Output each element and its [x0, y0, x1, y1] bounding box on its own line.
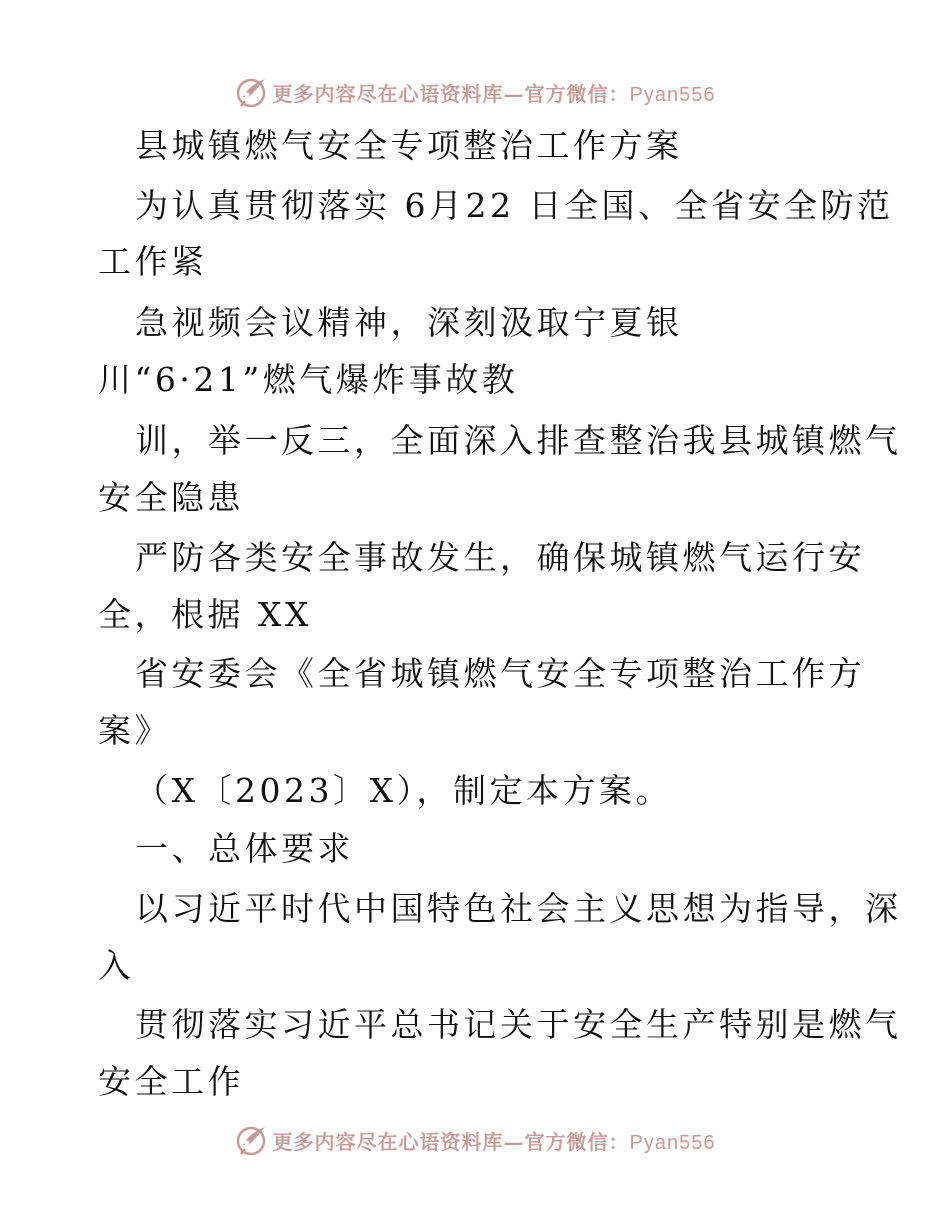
- quill-logo-icon: [235, 75, 269, 109]
- section-heading: 一、总体要求: [135, 829, 354, 868]
- paragraph-line: 训，举一反三，全面深入排查整治我县城镇燃气: [135, 421, 902, 460]
- paragraph-line: 案》: [98, 711, 171, 750]
- wechat-id: Pyan556: [629, 1131, 716, 1154]
- paragraph-line: 入: [98, 946, 135, 985]
- paragraph-line: 急视频会议精神，深刻汲取宁夏银: [135, 303, 683, 342]
- paragraph-line: 省安委会《全省城镇燃气安全专项整治工作方: [135, 654, 865, 693]
- watermark-banner-top: [0, 72, 950, 112]
- paragraph-line: 安全隐患: [98, 478, 244, 517]
- watermark-text: 更多内容尽在心语资料库—官方微信：Pyan556: [272, 81, 716, 106]
- paragraph-line: 安全工作: [98, 1062, 244, 1101]
- paragraph-line: 为认真贯彻落实 6月22 日全国、全省安全防范: [135, 186, 894, 225]
- quill-logo-icon: [235, 1123, 269, 1157]
- paragraph-line: 工作紧: [98, 242, 208, 281]
- paragraph-line: 以习近平时代中国特色社会主义思想为指导，深: [135, 889, 902, 928]
- watermark-text: 更多内容尽在心语资料库—官方微信：Pyan556: [272, 1129, 716, 1154]
- paragraph-line: 川“6·21”燃气爆炸事故教: [98, 360, 519, 399]
- doc-title: 县城镇燃气安全专项整治工作方案: [135, 126, 683, 165]
- paragraph-line: 贯彻落实习近平总书记关于安全生产特别是燃气: [135, 1005, 902, 1044]
- paragraph-line: （X〔2023〕X），制定本方案。: [135, 771, 672, 810]
- paragraph-line: 严防各类安全事故发生，确保城镇燃气运行安: [135, 538, 865, 577]
- watermark-banner-bottom: [0, 1120, 950, 1160]
- wechat-id: Pyan556: [629, 83, 716, 106]
- paragraph-line: 全，根据 XX: [98, 595, 312, 634]
